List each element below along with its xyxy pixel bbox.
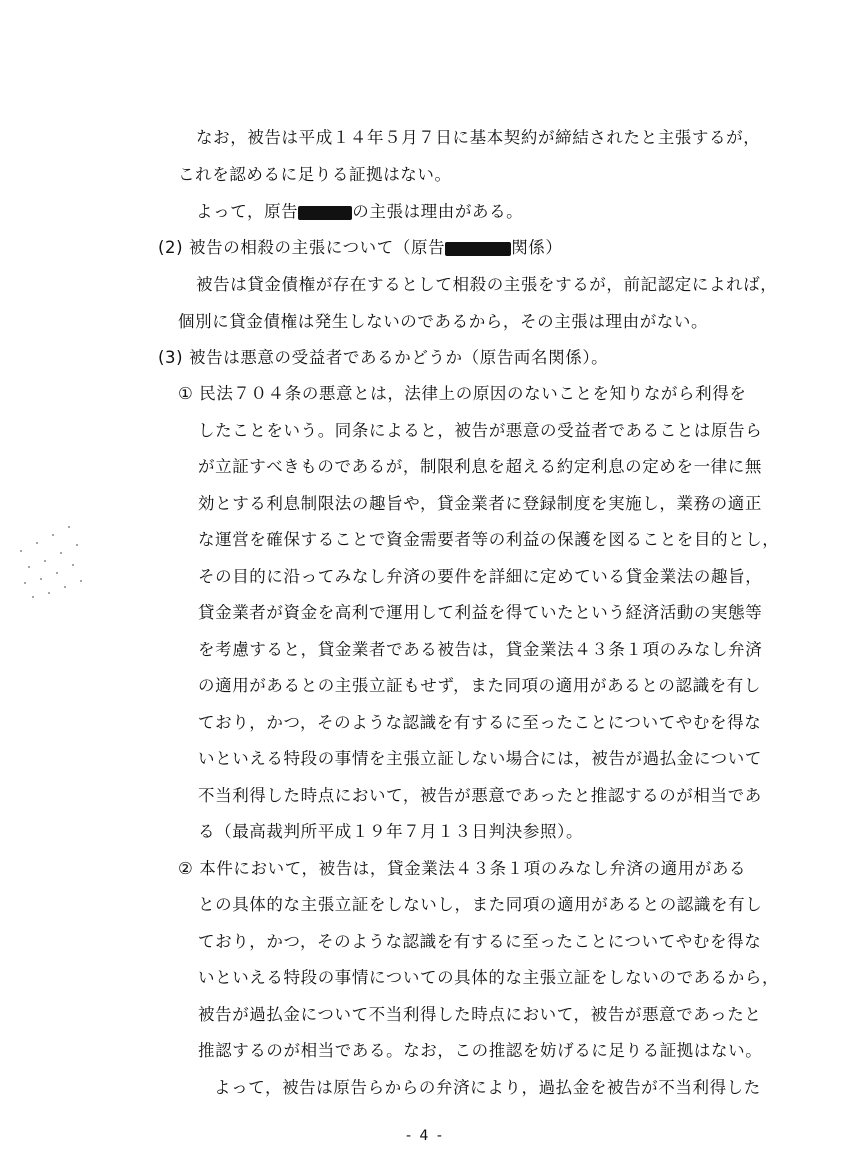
paragraph-line: 効とする利息制限法の趣旨や，貸金業者に登録制度を実施し，業務の適正 <box>198 494 762 513</box>
paragraph-line: が立証すべきものであるが，制限利息を超える約定利息の定めを一律に無 <box>198 457 762 476</box>
paragraph-line: したことをいう。同条によると，被告が悪意の受益者であることは原告ら <box>198 421 763 440</box>
paragraph-line: の適用があるとの主張立証もせず，また同項の適用があるとの認識を有し <box>198 676 761 695</box>
paragraph-line: る（最高裁判所平成１９年７月１３日判決参照）。 <box>198 822 584 841</box>
page-number: - 4 - <box>406 1128 444 1144</box>
paragraph-line: 推認するのが相当である。なお，この推認を妨げるに足りる証拠はない。 <box>198 1041 763 1060</box>
redaction-mark <box>298 206 352 220</box>
paragraph-line: ② 本件において，被告は，貸金業法４３条１項のみなし弁済の適用がある <box>178 859 747 878</box>
paragraph-line: との具体的な主張立証をしないし，また同項の適用があるとの認識を有し <box>198 895 763 914</box>
paragraph-line: いといえる特段の事情を主張立証しない場合には，被告が過払金について <box>198 749 762 768</box>
paragraph-line: その目的に沿ってみなし弁済の要件を詳細に定めている貸金業法の趣旨， <box>198 567 763 586</box>
text-segment: よって，原告 <box>196 202 299 221</box>
redaction-mark <box>445 242 511 256</box>
paragraph-line: よって，被告は原告らからの弁済により，過払金を被告が不当利得した <box>214 1078 761 1097</box>
paragraph-line: を考慮すると，貸金業者である被告は，貸金業法４３条１項のみなし弁済 <box>198 640 763 659</box>
paragraph-line: 貸金業者が資金を高利で運用して利益を得ていたという経済活動の実態等 <box>198 603 763 622</box>
paragraph-line: なお，被告は平成１４年５月７日に基本契約が締結されたと主張するが， <box>196 128 761 147</box>
text-segment: の主張は理由がある。 <box>352 202 524 221</box>
paragraph-line: ① 民法７０４条の悪意とは，法律上の原因のないことを知りながら利得を <box>178 384 747 403</box>
paragraph-line: 被告が過払金について不当利得した時点において，被告が悪意であったと <box>198 1005 762 1024</box>
section-heading <box>158 238 563 258</box>
paragraph-line: な運営を確保することで資金需要者等の利益の保護を図ることを目的とし， <box>198 530 780 549</box>
paragraph-line <box>196 202 523 222</box>
section-heading: (3) 被告は悪意の受益者であるかどうか（原告両名関係）。 <box>158 348 609 367</box>
paragraph-line: いといえる特段の事情についての具体的な主張立証をしないのであるから， <box>198 968 780 987</box>
paragraph-line: 不当利得した時点において，被告が悪意であったと推認するのが相当であ <box>198 786 762 805</box>
paragraph-line: これを認めるに足りる証拠はない。 <box>178 165 452 184</box>
paragraph-line: 個別に貸金債権は発生しないのであるから，その主張は理由がない。 <box>178 312 709 331</box>
paragraph-line: ており，かつ，そのような認識を有するに至ったことについてやむを得な <box>198 713 762 732</box>
text-segment: (2) 被告の相殺の主張について（原告 <box>158 238 446 257</box>
paragraph-line: ており，かつ，そのような認識を有するに至ったことについてやむを得な <box>198 932 762 951</box>
text-segment: 関係） <box>511 238 563 257</box>
scan-noise <box>16 520 96 610</box>
paragraph-line: 被告は貸金債権が存在するとして相殺の主張をするが，前記認定によれば， <box>196 275 778 294</box>
